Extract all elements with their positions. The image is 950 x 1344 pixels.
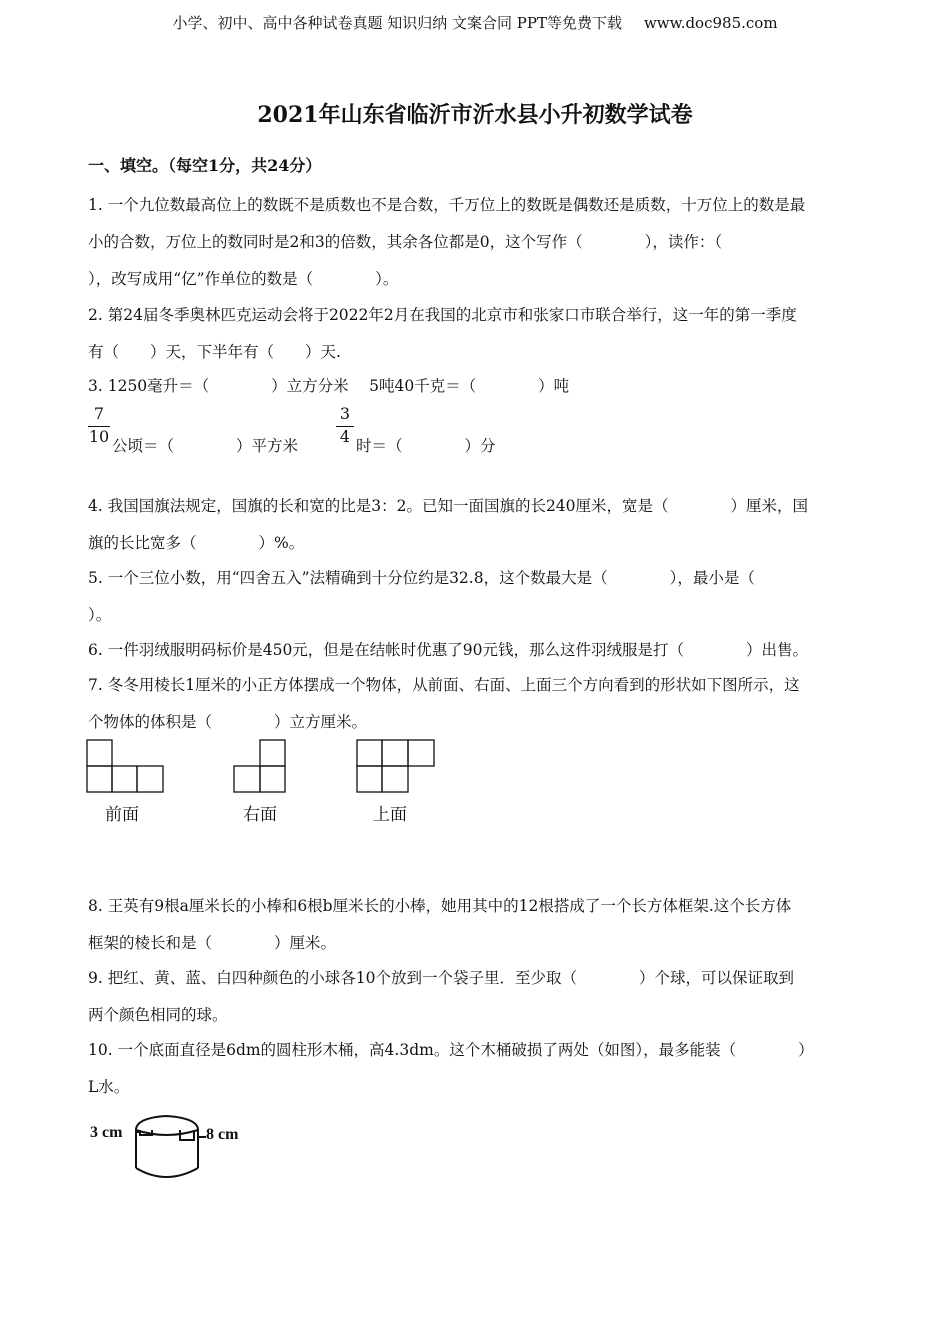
question-3-fraction-1-text: 公顷＝（ ）平方米	[112, 437, 299, 455]
fraction-1-denominator: 10	[88, 427, 110, 446]
page-title: 2021年山东省临沂市沂水县小升初数学试卷	[257, 102, 693, 128]
header-text: 小学、初中、高中各种试卷真题 知识归纳 文案合同 PPT等免费下载	[172, 14, 622, 32]
question-3-line-1: 3. 1250毫升＝（ ）立方分米 5吨40千克＝（ ）吨	[88, 377, 570, 395]
fraction-2-denominator: 4	[339, 427, 351, 446]
section-heading: 一、填空。（每空1分，共24分）	[88, 156, 322, 175]
question-1-line-1: 1. 一个九位数最高位上的数既不是质数也不是合数，千万位上的数既是偶数还是质数，十万位上的数是最	[88, 196, 806, 214]
question-9-line-2: 两个颜色相同的球。	[88, 1006, 228, 1024]
question-5-line-2: ）。	[88, 606, 112, 624]
front-view-label: 前面	[105, 805, 139, 825]
question-5-line-1: 5. 一个三位小数，用“四舍五入”法精确到十分位约是32.8，这个数最大是（ ），最小是（	[88, 569, 755, 587]
barrel-bottom	[136, 1168, 198, 1177]
question-6-line-1: 6. 一件羽绒服明码标价是450元，但是在结帐时优惠了90元钱，那么这件羽绒服是打（ ）出售。	[88, 641, 809, 659]
question-9-line-1: 9. 把红、黄、蓝、白四种颜色的小球各10个放到一个袋子里．至少取（ ）个球，可以保证取到	[88, 969, 794, 987]
question-7-line-1: 7. 冬冬用棱长1厘米的小正方体摆成一个物体，从前面、右面、上面三个方向看到的形状如下图所示，这	[88, 676, 800, 694]
barrel-right-measure-label: 8 cm	[206, 1126, 239, 1143]
question-10-line-2: L水。	[88, 1078, 130, 1096]
question-4-line-1: 4. 我国国旗法规定，国旗的长和宽的比是3：2。已知一面国旗的长240厘米，宽是（ ）厘米，国	[88, 497, 809, 515]
question-3-fraction-2-text: 时＝（ ）分	[356, 437, 496, 455]
question-2-line-1: 2. 第24届冬季奥林匹克运动会将于2022年2月在我国的北京市和张家口市联合举行，这一年的第一季度	[88, 306, 797, 324]
question-7-line-2: 个物体的体积是（ ）立方厘米。	[88, 713, 368, 731]
barrel-top-rim	[136, 1116, 198, 1130]
question-8-line-2: 框架的棱长和是（ ）厘米。	[88, 934, 337, 952]
question-2-line-2: 有（ ）天，下半年有（ ）天.	[88, 343, 341, 361]
fraction-1-numerator: 7	[93, 404, 105, 423]
top-view-label: 上面	[373, 805, 407, 825]
question-10-line-1: 10. 一个底面直径是6dm的圆柱形木桶，高4.3dm。这个木桶破损了两处（如图），最多能装（ ）	[88, 1041, 814, 1059]
question-8-line-1: 8. 王英有9根a厘米长的小棒和6根b厘米长的小棒，她用其中的12根搭成了一个长方体框架.这个长方体	[88, 897, 792, 915]
fraction-2-numerator: 3	[339, 404, 351, 423]
question-4-line-2: 旗的长比宽多（ ）%。	[88, 534, 305, 552]
question-1-line-2: 小的合数，万位上的数同时是2和3的倍数，其余各位都是0，这个写作（ ），读作：（	[88, 233, 723, 251]
barrel-left-measure-label: 3 cm	[90, 1124, 123, 1141]
right-view-label: 右面	[243, 805, 277, 825]
question-1-line-3: ），改写成用“亿”作单位的数是（ ）。	[88, 270, 399, 288]
header-site: www.doc985.com	[643, 14, 778, 32]
